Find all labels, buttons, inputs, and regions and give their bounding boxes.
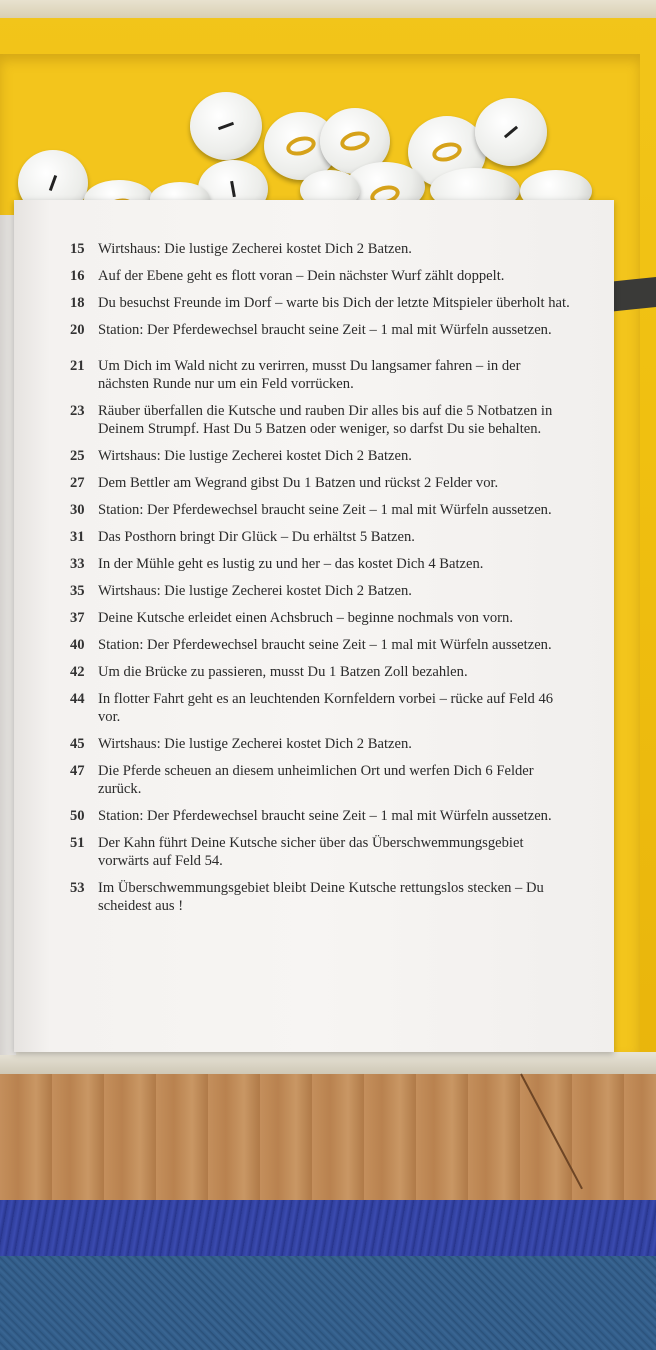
rule-text: Dem Bettler am Wegrand gibst Du 1 Batzen und rückst 2 Felder vor. bbox=[98, 475, 499, 491]
rule-text: Du besuchst Freunde im Dorf – warte bis Dich der letzte Mitspieler überholt hat. bbox=[98, 295, 570, 311]
posthorn-icon bbox=[284, 133, 318, 158]
token-arrow-icon bbox=[230, 181, 236, 197]
rule-text: Im Überschwemmungsgebiet bleibt Deine Kutsche rettungslos stecken – Du scheidest aus ! bbox=[98, 880, 544, 914]
rug-edge bbox=[0, 1200, 656, 1260]
field-number: 42 bbox=[70, 664, 85, 680]
game-token bbox=[190, 92, 262, 160]
field-number: 44 bbox=[70, 691, 85, 707]
field-number: 16 bbox=[70, 268, 85, 284]
field-number: 53 bbox=[70, 880, 85, 896]
rule-text: Station: Der Pferdewechsel braucht seine Zeit – 1 mal mit Würfeln aussetzen. bbox=[98, 808, 552, 824]
rule-text: Wirtshaus: Die lustige Zecherei kostet Dich 2 Batzen. bbox=[98, 583, 412, 599]
rule-item bbox=[70, 582, 570, 600]
posthorn-icon bbox=[338, 128, 372, 153]
field-number: 40 bbox=[70, 637, 85, 653]
rules-list bbox=[70, 240, 570, 924]
field-number: 31 bbox=[70, 529, 85, 545]
rule-text: Wirtshaus: Die lustige Zecherei kostet Dich 2 Batzen. bbox=[98, 736, 412, 752]
rule-text: Station: Der Pferdewechsel braucht seine Zeit – 1 mal mit Würfeln aussetzen. bbox=[98, 637, 552, 653]
rule-item bbox=[70, 321, 570, 339]
box-rim-bottom bbox=[0, 1052, 656, 1074]
field-number: 35 bbox=[70, 583, 85, 599]
game-token bbox=[475, 98, 547, 166]
rule-text: Räuber überfallen die Kutsche und rauben Dir alles bis auf die 5 Notbatzen in Deinem Strumpf. Hast Du 5 Batzen oder weniger, so darfst Du sie behalten. bbox=[98, 403, 553, 437]
field-number: 30 bbox=[70, 502, 85, 518]
field-number: 33 bbox=[70, 556, 85, 572]
rug bbox=[0, 1256, 656, 1350]
rule-text: Um Dich im Wald nicht zu verirren, musst Du langsamer fahren – in der nächsten Runde nur um ein Feld vorrücken. bbox=[98, 358, 521, 392]
rule-item bbox=[70, 609, 570, 627]
posthorn-icon bbox=[430, 139, 464, 164]
field-number: 18 bbox=[70, 295, 85, 311]
field-number: 27 bbox=[70, 475, 85, 491]
field-number: 21 bbox=[70, 358, 85, 374]
field-number: 23 bbox=[70, 403, 85, 419]
box-rim bbox=[0, 0, 656, 18]
token-arrow-icon bbox=[218, 122, 234, 130]
rule-item bbox=[70, 807, 570, 825]
wood-floor bbox=[0, 1074, 656, 1204]
field-number: 25 bbox=[70, 448, 85, 464]
rule-item bbox=[70, 528, 570, 546]
rule-text: Wirtshaus: Die lustige Zecherei kostet Dich 2 Batzen. bbox=[98, 241, 412, 257]
rule-item bbox=[70, 240, 570, 258]
rule-item bbox=[70, 555, 570, 573]
field-number: 47 bbox=[70, 763, 85, 779]
field-number: 50 bbox=[70, 808, 85, 824]
field-number: 45 bbox=[70, 736, 85, 752]
rule-item bbox=[70, 357, 570, 393]
rule-text: In flotter Fahrt geht es an leuchtenden Kornfeldern vorbei – rücke auf Feld 46 vor. bbox=[98, 691, 554, 725]
rule-text: Auf der Ebene geht es flott voran – Dein nächster Wurf zählt doppelt. bbox=[98, 268, 505, 284]
rule-item bbox=[70, 636, 570, 654]
rule-item bbox=[70, 690, 570, 726]
rule-text: Das Posthorn bringt Dir Glück – Du erhältst 5 Batzen. bbox=[98, 529, 415, 545]
rule-item bbox=[70, 447, 570, 465]
rule-text: Die Pferde scheuen an diesem unheimlichen Ort und werfen Dich 6 Felder zurück. bbox=[98, 763, 534, 797]
field-number: 37 bbox=[70, 610, 85, 626]
rule-item bbox=[70, 834, 570, 870]
token-arrow-icon bbox=[49, 175, 57, 191]
rule-text: Deine Kutsche erleidet einen Achsbruch – beginne nochmals von vorn. bbox=[98, 610, 513, 626]
token-arrow-icon bbox=[504, 126, 518, 139]
rule-item bbox=[70, 501, 570, 519]
rule-item bbox=[70, 294, 570, 312]
field-number: 15 bbox=[70, 241, 85, 257]
rule-item bbox=[70, 402, 570, 438]
rule-text: In der Mühle geht es lustig zu und her – das kostet Dich 4 Batzen. bbox=[98, 556, 484, 572]
rule-text: Station: Der Pferdewechsel braucht seine Zeit – 1 mal mit Würfeln aussetzen. bbox=[98, 502, 552, 518]
rule-item bbox=[70, 474, 570, 492]
rule-text: Wirtshaus: Die lustige Zecherei kostet Dich 2 Batzen. bbox=[98, 448, 412, 464]
rule-item bbox=[70, 663, 570, 681]
rule-item bbox=[70, 762, 570, 798]
rule-item bbox=[70, 267, 570, 285]
rule-item bbox=[70, 879, 570, 915]
rule-item bbox=[70, 735, 570, 753]
rule-text: Der Kahn führt Deine Kutsche sicher über das Überschwemmungsgebiet vorwärts auf Feld 54. bbox=[98, 835, 524, 869]
field-number: 20 bbox=[70, 322, 85, 338]
field-number: 51 bbox=[70, 835, 85, 851]
rule-text: Station: Der Pferdewechsel braucht seine Zeit – 1 mal mit Würfeln aussetzen. bbox=[98, 322, 552, 338]
rule-text: Um die Brücke zu passieren, musst Du 1 Batzen Zoll bezahlen. bbox=[98, 664, 468, 680]
